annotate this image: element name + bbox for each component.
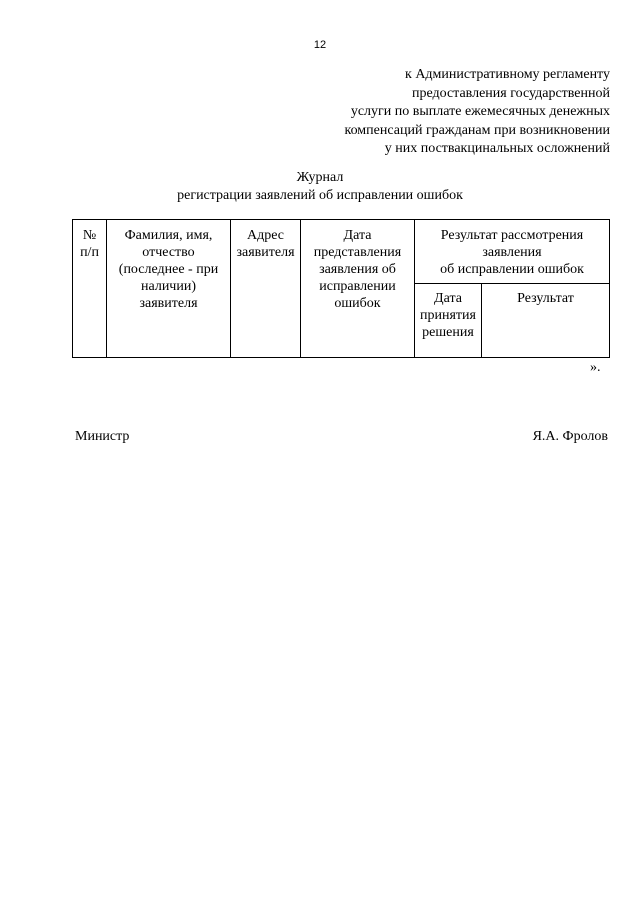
- signatory-name: Я.А. Фролов: [532, 429, 608, 444]
- title-line-2: регистрации заявлений об исправлении ошибок: [177, 188, 463, 203]
- journal-table: [72, 219, 610, 358]
- appendix-line: услуги по выплате ежемесячных денежных: [350, 104, 610, 119]
- header-full-name: Фамилия, имя, отчество (последнее - при наличии) заявителя: [107, 220, 231, 358]
- header-number: № п/п: [73, 220, 107, 358]
- title-line-1: Журнал: [296, 170, 344, 185]
- header-submission-date: Дата представления заявления об исправлении ошибок: [301, 220, 415, 358]
- header-decision-date: Дата принятия решения: [415, 284, 482, 358]
- appendix-reference: [250, 66, 610, 159]
- header-address: Адрес заявителя: [231, 220, 301, 358]
- appendix-line: предоставления государственной: [411, 85, 610, 101]
- closing-quote: ».: [590, 360, 601, 375]
- appendix-line: компенсаций гражданам при возникновении: [344, 122, 610, 138]
- appendix-line: у них поствакцинальных осложнений: [384, 141, 610, 156]
- journal-title: [0, 169, 640, 205]
- appendix-line: к Административному регламенту: [405, 67, 610, 82]
- signatory-position: Министр: [75, 429, 130, 444]
- page-number: 12: [313, 39, 327, 51]
- header-result: Результат: [482, 284, 610, 358]
- header-review-result-group: Результат рассмотрения заявления об исправлении ошибок: [415, 220, 610, 284]
